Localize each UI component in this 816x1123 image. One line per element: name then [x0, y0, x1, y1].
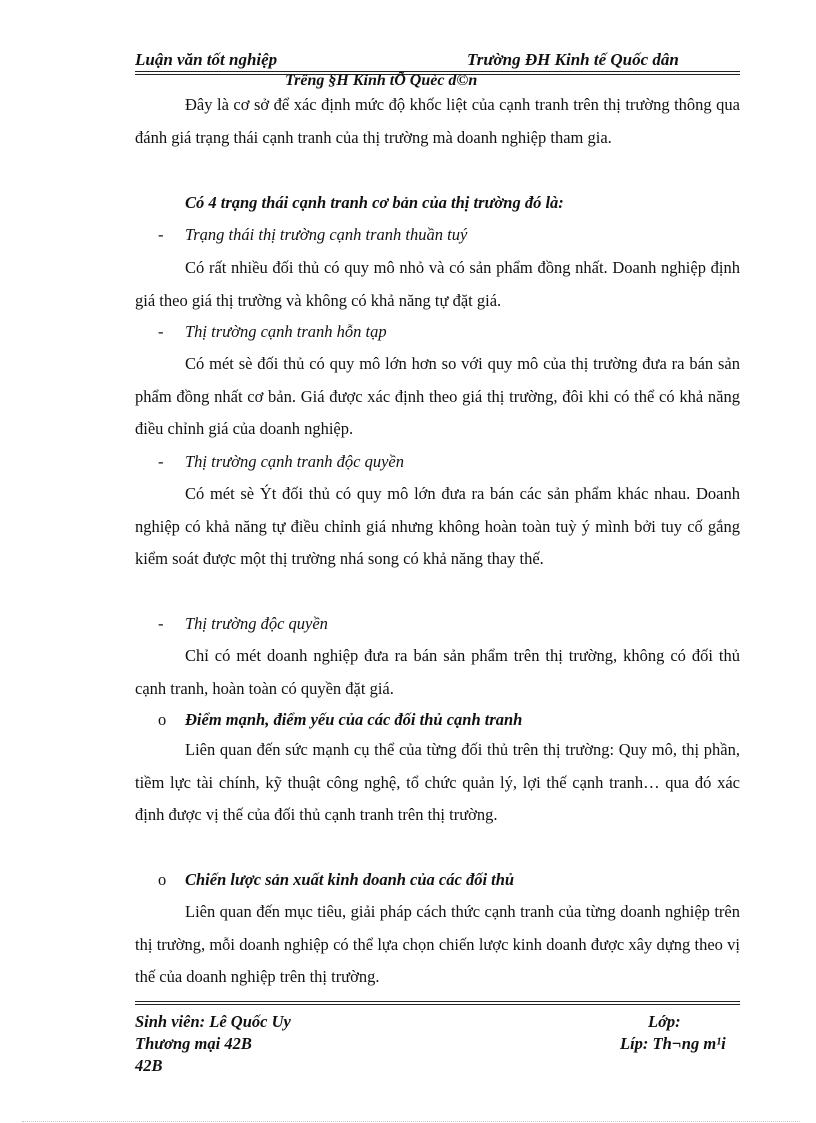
sub-marker: o	[158, 710, 167, 729]
footer-student: Sinh viên: Lê Quốc Uy	[135, 1012, 291, 1031]
paragraph-strengths-weaknesses: Liên quan đến sức mạnh cụ thể của từng đối thủ trên thị trường: Quy mô, thị phần, tiềm lực tài chính, kỹ thuật công nghệ, tổ chức quản lý, lợi thế cạnh tranh… qua đó xác định được vị thế của đối thủ cạnh tranh trên thị trường.	[135, 740, 740, 824]
bullet-mixed-competition: Thị trường cạnh tranh hỗn tạp	[185, 322, 387, 341]
header-garbled: Trêng §H Kinh tÕ Quèc d©n	[285, 72, 478, 89]
footer-class-label: Lớp:	[648, 1012, 681, 1031]
subheading-strengths-weaknesses: Điểm mạnh, điểm yếu của các đối thủ cạnh tranh	[185, 710, 523, 729]
bullet-marker: -	[158, 614, 164, 633]
bullet-monopolistic-competition: Thị trường cạnh tranh độc quyền	[185, 452, 404, 471]
paragraph-monopoly: Chỉ có mét doanh nghiệp đưa ra bán sản phẩm trên thị trường, không có đối thủ cạnh tranh, hoàn toàn có quyền đặt giá.	[135, 646, 740, 698]
page-edge-dotted-line	[22, 1121, 800, 1122]
footer-class-name: Thương mại 42B	[135, 1034, 252, 1053]
bullet-monopoly: Thị trường độc quyền	[185, 614, 328, 633]
sub-marker: o	[158, 870, 167, 889]
bullet-marker: -	[158, 225, 164, 244]
paragraph-mixed-competition: Có mét sè đối thủ có quy mô lớn hơn so với quy mô của thị trường đưa ra bán sản phẩm đồng nhất cơ bản. Giá được xác định theo giá thị trường, đôi khi có thể có khả năng điều chỉnh giá của doanh nghiệp.	[135, 354, 740, 438]
bullet-marker: -	[158, 322, 164, 341]
section-heading: Có 4 trạng thái cạnh tranh cơ bản của thị trường đó là:	[185, 193, 564, 212]
bullet-marker: -	[158, 452, 164, 471]
footer-class-tail: 42B	[135, 1056, 163, 1075]
paragraph-competitor-strategy: Liên quan đến mục tiêu, giải pháp cách thức cạnh tranh của từng doanh nghiệp trên thị trường, mỗi doanh nghiệp có thể lựa chọn chiến lược kinh doanh được xây dựng theo vị thế của doanh nghiệp trên thị trường.	[135, 902, 740, 986]
footer-rule-bottom	[135, 1004, 740, 1005]
paragraph-monopolistic-competition: Có mét sè Ýt đối thủ có quy mô lớn đưa ra bán các sản phẩm khác nhau. Doanh nghiệp có khả năng tự điều chỉnh giá nhưng không hoàn toàn tuỳ ý mình bởi tuy cố gắng kiểm soát được một thị trường nhá song có khả năng thay thế.	[135, 484, 740, 568]
footer-rule-top	[135, 1001, 740, 1002]
header-right: Trường ĐH Kinh tế Quốc dân	[467, 50, 679, 69]
bullet-pure-competition: Trạng thái thị trường cạnh tranh thuần tuý	[185, 225, 468, 244]
paragraph-pure-competition: Có rất nhiều đối thủ có quy mô nhỏ và có sản phẩm đồng nhất. Doanh nghiệp định giá theo giá thị trường và không có khả năng tự đặt giá.	[135, 258, 740, 310]
subheading-competitor-strategy: Chiến lược sản xuất kinh doanh của các đối thủ	[185, 870, 515, 889]
footer-class-garbled: Líp: Th¬ng m¹i	[620, 1034, 726, 1053]
header-left: Luận văn tốt nghiệp	[135, 50, 278, 69]
paragraph-intro: Đây là cơ sở để xác định mức độ khốc liệt của cạnh tranh trên thị trường thông qua đánh giá trạng thái cạnh tranh của thị trường mà doanh nghiệp tham gia.	[135, 95, 740, 147]
